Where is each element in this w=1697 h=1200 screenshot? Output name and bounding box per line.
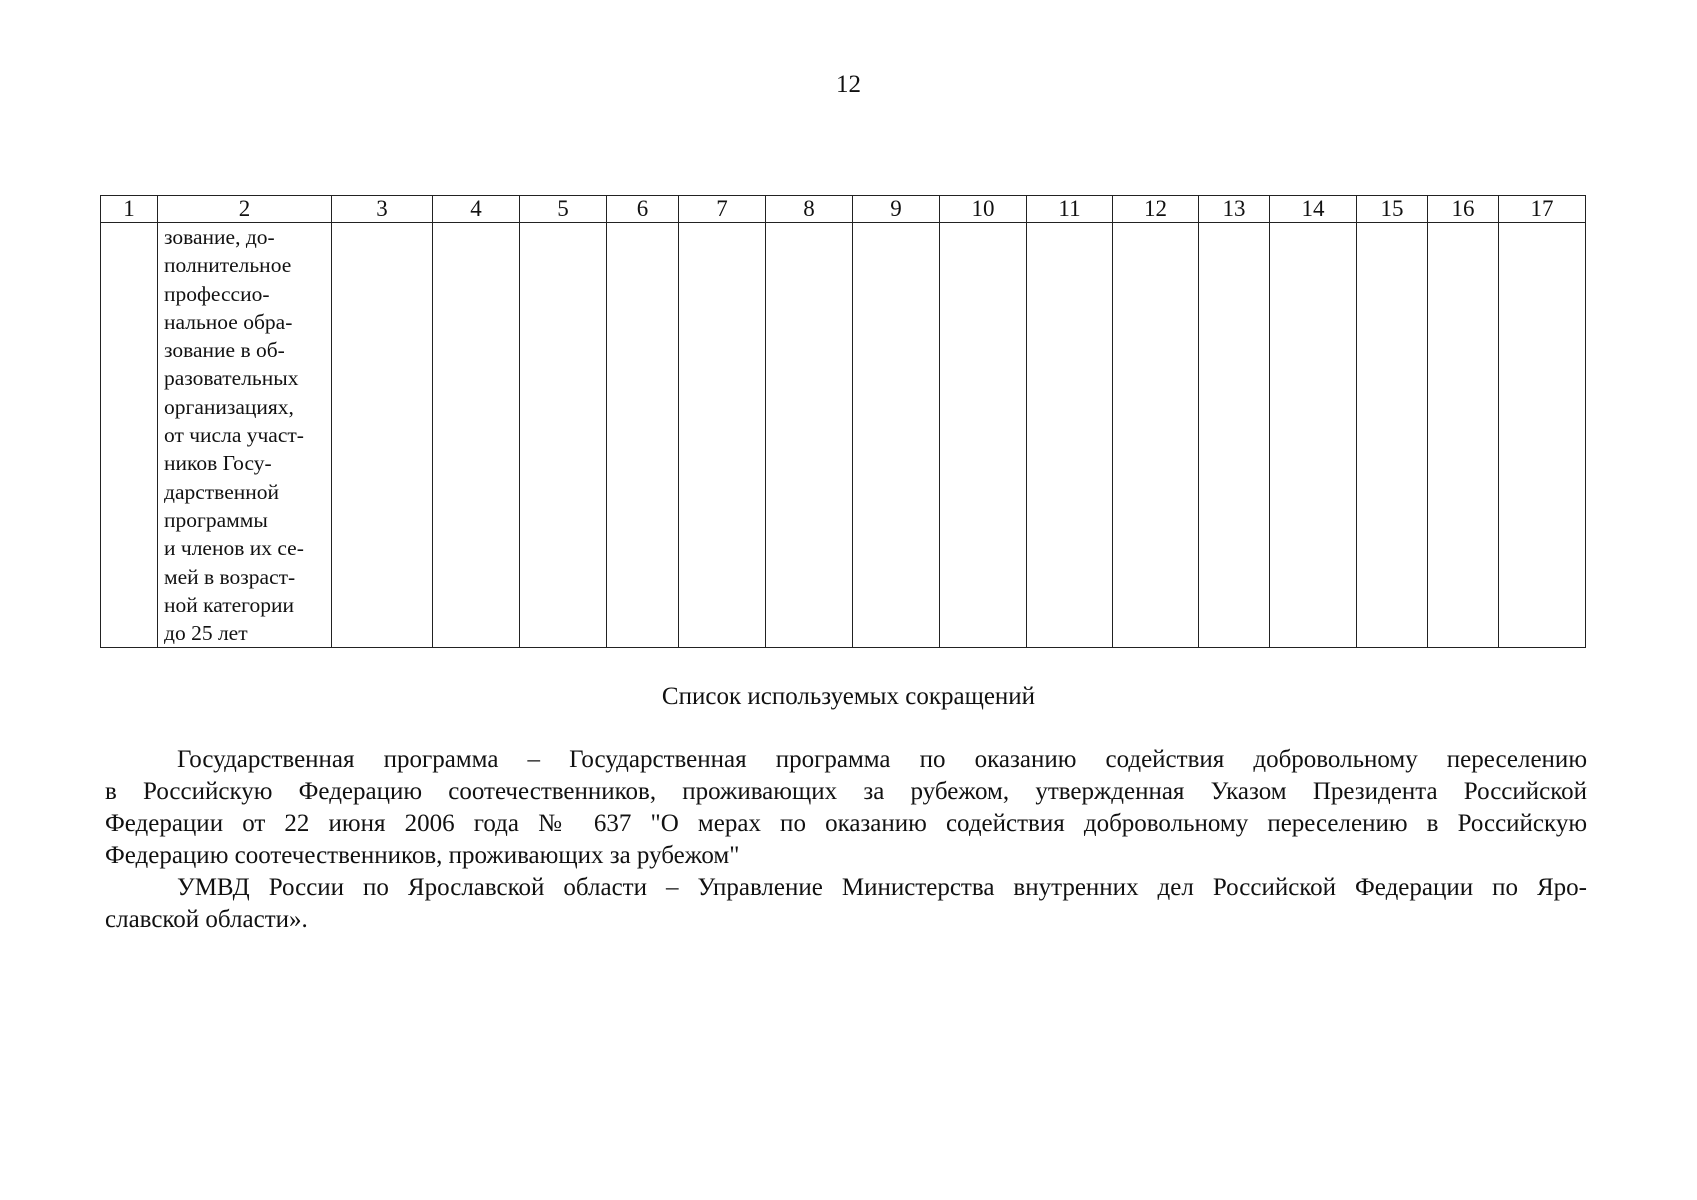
indicator-text-line: и членов их се- <box>164 536 304 561</box>
indicator-text-line: зование в об- <box>164 338 285 363</box>
indicator-text-line: ной категории <box>164 592 294 617</box>
indicator-table <box>100 195 1586 648</box>
indicator-text-line: мей в возраст- <box>164 564 296 589</box>
indicator-text-line: организациях, <box>164 394 294 419</box>
column-header: 4 <box>433 196 520 223</box>
table-cell-empty <box>332 223 433 648</box>
column-header: 8 <box>766 196 853 223</box>
column-header: 7 <box>679 196 766 223</box>
column-header: 15 <box>1357 196 1428 223</box>
indicator-text-line: нальное обра- <box>164 309 293 334</box>
table-cell-empty <box>1113 223 1199 648</box>
column-header: 1 <box>101 196 158 223</box>
table-cell-empty <box>679 223 766 648</box>
table-cell-empty <box>520 223 607 648</box>
page-number: 12 <box>836 71 861 98</box>
abbreviation-text-line: славской области». <box>105 906 308 933</box>
table-row <box>101 223 1586 648</box>
indicator-text-line: полнительное <box>164 253 292 278</box>
abbreviations-title: Список используемых сокращений <box>661 683 1036 710</box>
column-header: 13 <box>1199 196 1270 223</box>
indicator-text-line: программы <box>164 507 268 532</box>
column-header: 9 <box>853 196 940 223</box>
table-cell-empty <box>1199 223 1270 648</box>
indicator-text-line: до 25 лет <box>164 621 248 646</box>
abbreviation-text-line: в Российскую Федерацию соотечественников, проживающих за рубежом, утвержденная Указом Президента Российской <box>105 778 1587 805</box>
table-cell-empty <box>1428 223 1499 648</box>
abbreviation-text-line: Федерацию соотечественников, проживающих за рубежом" <box>105 842 740 869</box>
indicator-text-line: профессио- <box>164 281 270 306</box>
abbreviation-text-line: УМВД России по Ярославской области – Управление Министерства внутренних дел Российской Федерации по Яро- <box>177 874 1587 901</box>
indicator-text-line: зование, до- <box>164 225 275 249</box>
column-header: 11 <box>1027 196 1113 223</box>
column-header: 6 <box>607 196 679 223</box>
table-cell-empty <box>853 223 940 648</box>
indicator-text-line: дарственной <box>164 479 280 504</box>
table-cell-empty <box>607 223 679 648</box>
table-cell-empty <box>1270 223 1357 648</box>
abbreviations-list <box>105 744 1587 936</box>
indicator-text-line: от числа участ- <box>164 423 304 448</box>
table-cell-empty <box>940 223 1027 648</box>
indicator-text-line: ников Госу- <box>164 451 272 476</box>
table-cell-empty <box>1027 223 1113 648</box>
table-cell-number <box>101 223 158 648</box>
indicator-text-line: разовательных <box>164 366 299 391</box>
column-header: 3 <box>332 196 433 223</box>
column-header: 10 <box>940 196 1027 223</box>
table-header-row <box>101 196 1586 223</box>
column-header: 14 <box>1270 196 1357 223</box>
table-cell-empty <box>433 223 520 648</box>
column-header: 2 <box>158 196 332 223</box>
table-cell-empty <box>1357 223 1428 648</box>
column-header: 17 <box>1499 196 1586 223</box>
table-cell-indicator <box>158 223 332 648</box>
abbreviation-text-line: Федерации от 22 июня 2006 года № 637 "О мерах по оказанию содействия добровольному переселению в Российскую <box>105 810 1587 837</box>
abbreviation-text-line: Государственная программа – Государственная программа по оказанию содействия добровольному переселению <box>177 746 1587 773</box>
column-header: 16 <box>1428 196 1499 223</box>
column-header: 5 <box>520 196 607 223</box>
table-cell-empty <box>1499 223 1586 648</box>
column-header: 12 <box>1113 196 1199 223</box>
table-cell-empty <box>766 223 853 648</box>
